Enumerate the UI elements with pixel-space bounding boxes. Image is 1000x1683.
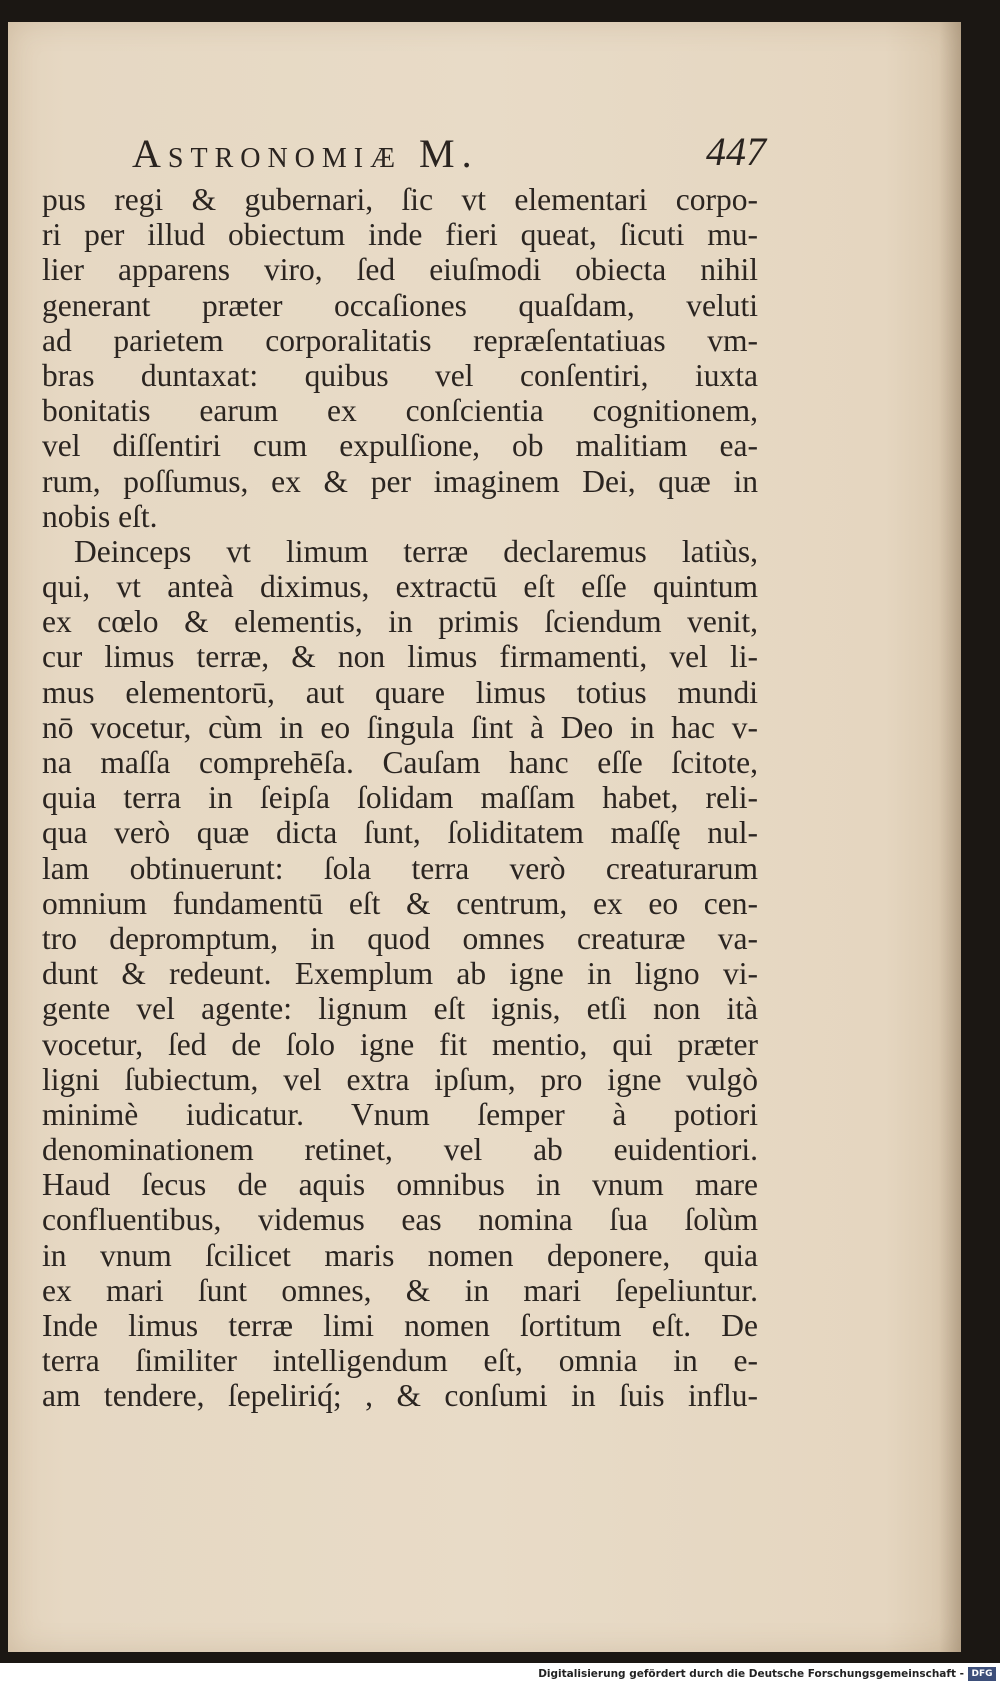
text-line: rum, poſſumus, ex & per imaginem Dei, quæ in: [42, 463, 758, 499]
text-line: pus regi & gubernari, ſic vt elementari corpo-: [42, 182, 758, 217]
text-line: lam obtinuerunt: ſola terra verò creaturarum: [42, 850, 758, 886]
text-line: vocetur, ſed de ſolo igne fit mentio, qui præter: [42, 1026, 758, 1062]
text-line: ri per illud obiectum inde fieri queat, ſicuti mu-: [42, 217, 758, 253]
text-line: qua verò quæ dicta ſunt, ſoliditatem maſſę nul-: [42, 815, 758, 851]
text-line: Deinceps vt limum terræ declaremus latiùs,: [74, 533, 758, 569]
text-line: vel diſſentiri cum expulſione, ob malitiam ea-: [42, 428, 758, 464]
text-line: mus elementorū, aut quare limus totius mundi: [42, 674, 758, 710]
text-line: lier apparens viro, ſed eiuſmodi obiecta nihil: [42, 252, 758, 288]
running-head: [126, 130, 766, 182]
text-line: ligni ſubiectum, vel extra ipſum, pro igne vulgò: [42, 1061, 758, 1097]
body-text: [42, 182, 758, 1414]
text-line: terra ſimiliter intelligendum eſt, omnia in e-: [42, 1343, 758, 1379]
text-line: Haud ſecus de aquis omnibus in vnum mare: [42, 1167, 758, 1203]
text-line: nobis eſt.: [42, 498, 158, 534]
text-line: omnium fundamentū eſt & centrum, ex eo cen-: [42, 885, 758, 921]
text-line: ex mari ſunt omnes, & in mari ſepeliuntur.: [42, 1272, 758, 1308]
text-line: tro depromptum, in quod omnes creaturæ va-: [42, 920, 758, 956]
text-line: ex cœlo & elementis, in primis ſciendum venit,: [42, 604, 758, 640]
book-page: [8, 22, 961, 1652]
text-line: confluentibus, videmus eas nomina ſua ſolùm: [42, 1202, 758, 1238]
text-line: cur limus terræ, & non limus firmamenti, vel li-: [42, 639, 758, 675]
running-title: Astronomiæ M.: [132, 131, 479, 176]
text-line: Inde limus terræ limi nomen ſortitum eſt. De: [42, 1308, 758, 1343]
text-line: na maſſa comprehēſa. Cauſam hanc eſſe ſcitote,: [42, 745, 758, 780]
text-line: am tendere, ſepeliriq́; , & conſumi in ſuis influ-: [42, 1378, 758, 1414]
text-line: bonitatis earum ex conſcientia cognitionem,: [42, 393, 758, 429]
text-line: qui, vt anteà diximus, extractū eſt eſſe quintum: [42, 569, 758, 605]
text-line: in vnum ſcilicet maris nomen deponere, quia: [42, 1237, 758, 1273]
page-number: 447: [706, 129, 766, 174]
text-line: dunt & redeunt. Exemplum ab igne in ligno vi-: [42, 956, 758, 992]
dfg-logo: DFG: [968, 1667, 996, 1681]
text-line: generant præter occaſiones quaſdam, veluti: [42, 287, 758, 323]
text-line: gente vel agente: lignum eſt ignis, etſi non ità: [42, 991, 758, 1027]
text-line: denominationem retinet, vel ab euidentiori.: [42, 1132, 758, 1168]
text-line: bras duntaxat: quibus vel conſentiri, iuxta: [42, 357, 758, 393]
text-line: minimè iudicatur. Vnum ſemper à potiori: [42, 1096, 758, 1132]
text-line: ad parietem corporalitatis repræſentatiuas vm-: [42, 322, 758, 358]
text-line: nō vocetur, cùm in eo ſingula ſint à Deo in hac v-: [42, 709, 758, 745]
footer-bar: [0, 1663, 1000, 1683]
funding-credit: Digitalisierung gefördert durch die Deutsche Forschungsgemeinschaft -: [538, 1668, 964, 1680]
text-line: quia terra in ſeipſa ſolidam maſſam habet, reli-: [42, 780, 758, 816]
